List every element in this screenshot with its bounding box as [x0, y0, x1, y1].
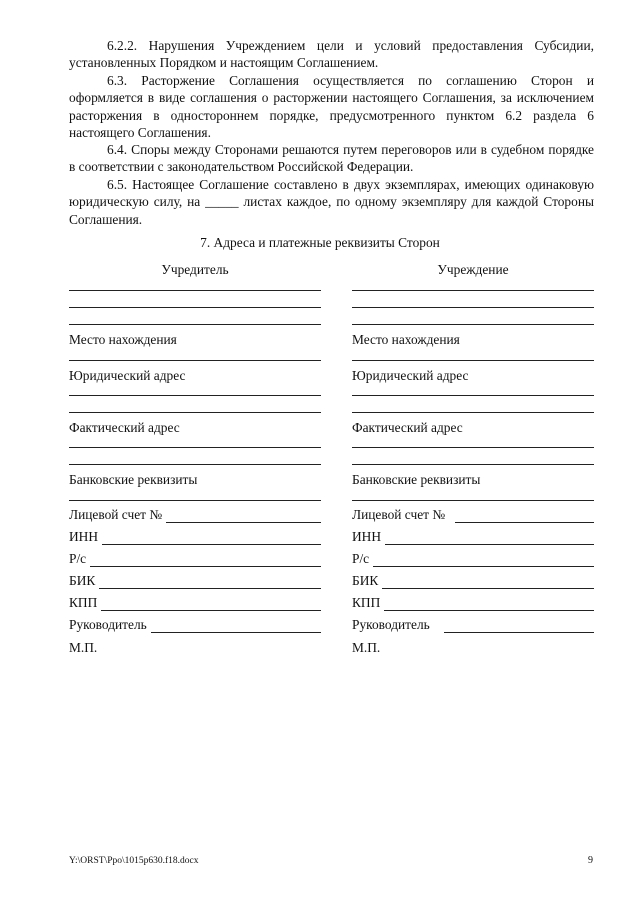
page-number: 9 — [588, 855, 593, 866]
bik-input[interactable] — [99, 576, 321, 589]
legal-address-label: Юридический адрес — [69, 368, 186, 383]
blank-line[interactable] — [69, 324, 321, 325]
bik-field — [352, 573, 594, 589]
blank-line[interactable] — [69, 395, 321, 396]
paragraph-6-2-2 — [69, 37, 594, 72]
blank-line[interactable] — [69, 447, 321, 448]
blank-line[interactable] — [352, 464, 594, 465]
paragraph-6-3 — [69, 72, 594, 142]
rs-input[interactable] — [90, 554, 321, 567]
inn-field — [69, 529, 321, 545]
file-path: Y:\ORST\Ppo\1015p630.f18.docx — [69, 856, 199, 866]
legal-address-label: Юридический адрес — [352, 368, 469, 383]
paragraph-text: 6.4. Споры между Сторонами решаются путем переговоров или в судебном порядке в соответствии с законодательством Российской Федерации. — [69, 142, 594, 175]
head-input[interactable] — [444, 620, 594, 633]
paragraph-text: 6.3. Расторжение Соглашения осуществляется по соглашению Сторон и оформляется в виде соглашения о расторжении настоящего Соглашения, за исключением расторжения в одностороннем порядке, предусмотренного пунктом 6.2 раздела 6 настоящего Соглашения. — [69, 73, 594, 141]
inn-input[interactable] — [385, 532, 594, 545]
head-input[interactable] — [151, 620, 321, 633]
blank-line[interactable] — [352, 447, 594, 448]
blank-line[interactable] — [352, 395, 594, 396]
blank-line[interactable] — [352, 500, 594, 501]
blank-line[interactable] — [352, 307, 594, 308]
rs-field — [69, 551, 321, 567]
rs-input[interactable] — [373, 554, 594, 567]
blank-line[interactable] — [69, 412, 321, 413]
blank-line[interactable] — [69, 307, 321, 308]
bik-field — [69, 573, 321, 589]
kpp-field — [352, 595, 594, 611]
founder-title: Учредитель — [161, 262, 229, 277]
institution-column — [352, 260, 594, 655]
seal-label: М.П. — [352, 640, 381, 655]
account-input[interactable] — [455, 510, 594, 523]
blank-line[interactable] — [69, 464, 321, 465]
account-label: Лицевой счет № — [352, 507, 446, 522]
account-input[interactable] — [166, 510, 321, 523]
kpp-label: КПП — [69, 595, 98, 610]
kpp-input[interactable] — [384, 598, 594, 611]
inn-label: ИНН — [352, 529, 382, 544]
seal-label: М.П. — [69, 640, 98, 655]
kpp-label: КПП — [352, 595, 381, 610]
bank-details-label: Банковские реквизиты — [69, 472, 198, 487]
institution-title: Учреждение — [437, 262, 509, 277]
head-field — [69, 617, 321, 633]
founder-column — [69, 260, 321, 655]
kpp-field — [69, 595, 321, 611]
head-label: Руководитель — [69, 617, 147, 632]
paragraph-6-5 — [69, 176, 594, 228]
bik-label: БИК — [352, 573, 379, 588]
head-label: Руководитель — [352, 617, 430, 632]
kpp-input[interactable] — [101, 598, 321, 611]
actual-address-label: Фактический адрес — [69, 420, 180, 435]
inn-field — [352, 529, 594, 545]
bik-input[interactable] — [382, 576, 594, 589]
account-field — [69, 507, 321, 523]
rs-label: Р/с — [69, 551, 87, 566]
section-heading: 7. Адреса и платежные реквизиты Сторон — [200, 235, 440, 250]
blank-line[interactable] — [352, 324, 594, 325]
paragraph-text: 6.5. Настоящее Соглашение составлено в двух экземплярах, имеющих одинаковую юридическую силу, на _____ листах каждое, по одному экземпляру для каждой Стороны Соглашения. — [69, 177, 594, 227]
inn-input[interactable] — [102, 532, 321, 545]
blank-line[interactable] — [69, 290, 321, 291]
blank-line[interactable] — [352, 360, 594, 361]
account-field — [352, 507, 594, 523]
blank-line[interactable] — [69, 500, 321, 501]
blank-line[interactable] — [352, 412, 594, 413]
head-field — [352, 617, 594, 633]
blank-line[interactable] — [352, 290, 594, 291]
paragraph-6-4 — [69, 141, 594, 176]
paragraph-text: 6.2.2. Нарушения Учреждением цели и условий предоставления Субсидии, установленных Порядком и настоящим Соглашением. — [69, 38, 594, 71]
rs-field — [352, 551, 594, 567]
bank-details-label: Банковские реквизиты — [352, 472, 481, 487]
blank-line[interactable] — [69, 360, 321, 361]
rs-label: Р/с — [352, 551, 370, 566]
account-label: Лицевой счет № — [69, 507, 163, 522]
bik-label: БИК — [69, 573, 96, 588]
location-label: Место нахождения — [69, 332, 177, 347]
actual-address-label: Фактический адрес — [352, 420, 463, 435]
location-label: Место нахождения — [352, 332, 460, 347]
inn-label: ИНН — [69, 529, 99, 544]
